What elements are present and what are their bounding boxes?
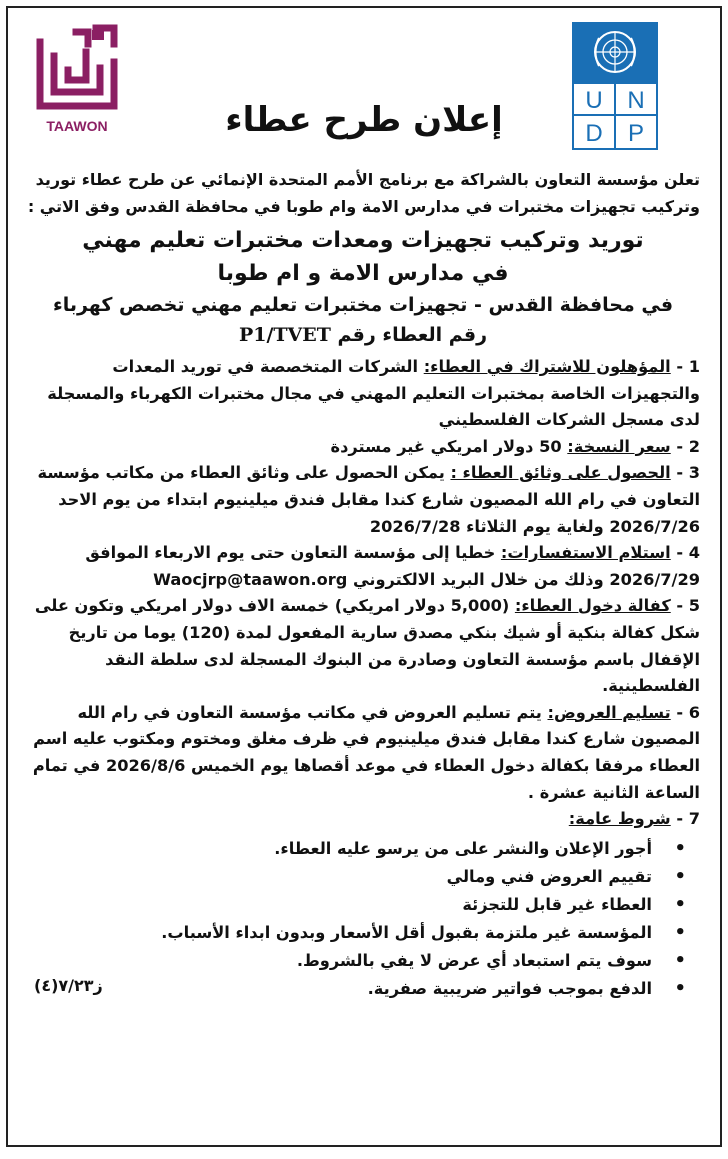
item-label: شروط عامة: xyxy=(568,809,671,829)
header xyxy=(8,8,720,158)
section-documents xyxy=(26,460,700,540)
tender-number-code: P1/TVET xyxy=(238,324,331,346)
item-number: 5 - xyxy=(676,596,700,616)
item-text: 50 دولار امريكي غير مستردة xyxy=(330,436,562,456)
section-eligibility xyxy=(26,354,700,434)
list-item: • أجور الإعلان والنشر على من يرسو عليه العطاء. xyxy=(26,835,652,863)
item-number: 7 - xyxy=(676,809,700,829)
item-label: الحصول على وثائق العطاء : xyxy=(450,463,671,483)
headline-line-1: توريد وتركيب تجهيزات ومعدات مختبرات تعليم مهني xyxy=(82,228,644,253)
item-text: يتم تسليم العروض في مكاتب مؤسسة التعاون في رام الله المصيون شارع كندا مقابل فندق ميلينيوم في ظرف مغلق ومختوم ومكتوب عليه اسم العطاء مرفقا بكفالة دخول العطاء في موعد أقصاها يوم الخميس 2026/8/6 في تمام الساعة الثانية عشرة . xyxy=(32,702,700,802)
page-title: إعلان طرح عطاء xyxy=(225,100,503,140)
undp-letter-d: D xyxy=(585,120,603,147)
list-item: • العطاء غير قابل للتجزئة xyxy=(26,891,652,919)
intro-paragraph xyxy=(26,166,700,220)
list-item: • الدفع بموجب فواتير ضريبية صفرية. xyxy=(26,975,652,1003)
section-copy-price xyxy=(26,434,700,461)
section-inquiries xyxy=(26,540,700,593)
intro-line-1: تعلن مؤسسة التعاون بالشراكة مع برنامج الأمم المتحدة الإنمائي عن طرح عطاء توريد xyxy=(35,170,700,189)
item-text: (5,000 دولار امريكي) خمسة الاف دولار امريكي وتكون على شكل كفالة بنكية أو شيك بنكي مصدق سارية المفعول لمدة (120) يوما من تاريخ الإقفال باسم مؤسسة التعاون وصادرة من البنوك المسجلة لدى سلطة النقد الفلسطينية. xyxy=(34,596,700,696)
item-label: المؤهلون للاشتراك في العطاء: xyxy=(423,357,671,376)
advertisement-page xyxy=(6,6,722,1147)
conditions-list xyxy=(26,835,700,1003)
list-item: • تقييم العروض فني ومالي xyxy=(26,863,652,891)
announcement-body xyxy=(8,166,720,1003)
section-general-conditions xyxy=(26,806,700,833)
item-number: 6 - xyxy=(676,702,700,722)
tender-number-label: رقم العطاء رقم xyxy=(337,324,488,346)
tender-number xyxy=(26,320,700,350)
ad-reference-code: ز٧/٢٣(٤) xyxy=(34,976,103,995)
item-number: 1 - xyxy=(676,357,700,376)
item-label: سعر النسخة: xyxy=(567,436,671,456)
undp-letter-u: U xyxy=(585,87,603,114)
item-text: الشركات المتخصصة في توريد المعدات والتجهيزات الخاصة بمختبرات التعليم المهني في مجال مختبرات الكهرباء والمسجلة لدى مسجل الشركات الفلسطيني xyxy=(47,357,700,430)
tender-headline xyxy=(26,224,700,290)
item-text: خطيا إلى مؤسسة التعاون حتى يوم الاربعاء الموافق 2026/7/29 وذلك من خلال البريد الالكتروني xyxy=(85,543,700,589)
section-bid-bond xyxy=(26,593,700,699)
undp-letter-p: P xyxy=(627,120,645,147)
section-submission xyxy=(26,700,700,806)
list-item: • المؤسسة غير ملتزمة بقبول أقل الأسعار وبدون ابداء الأسباب. xyxy=(26,919,652,947)
item-number: 3 - xyxy=(676,463,700,483)
inquiry-email-link[interactable]: Waocjrp@taawon.org xyxy=(153,569,348,589)
un-emblem-icon xyxy=(595,32,635,72)
item-number: 2 - xyxy=(676,436,700,456)
taawon-wordmark: TAAWON xyxy=(46,118,108,134)
item-number: 4 - xyxy=(676,543,700,563)
list-item: • سوف يتم استبعاد أي عرض لا يفي بالشروط. xyxy=(26,947,652,975)
item-text: يمكن الحصول على وثائق العطاء من مكاتب مؤسسة التعاون في رام الله المصيون شارع كندا مقابل فندق ميلينيوم ابتداء من يوم الاحد 2026/7/26 ولغاية يوم الثلاثاء 2026/7/28 xyxy=(37,463,700,536)
item-label: استلام الاستفسارات: xyxy=(500,543,671,563)
intro-line-2: وتركيب تجهيزات مختبرات في مدارس الامة وام طوبا في محافظة القدس وفق الاتي : xyxy=(27,197,700,216)
item-label: تسليم العروض: xyxy=(547,702,671,722)
item-label: كفالة دخول العطاء: xyxy=(514,596,671,616)
tender-subheadline: في محافظة القدس - تجهيزات مختبرات تعليم مهني تخصص كهرباء xyxy=(52,294,674,316)
headline-line-2: في مدارس الامة و ام طوبا xyxy=(217,261,509,286)
undp-letter-n: N xyxy=(627,87,645,114)
